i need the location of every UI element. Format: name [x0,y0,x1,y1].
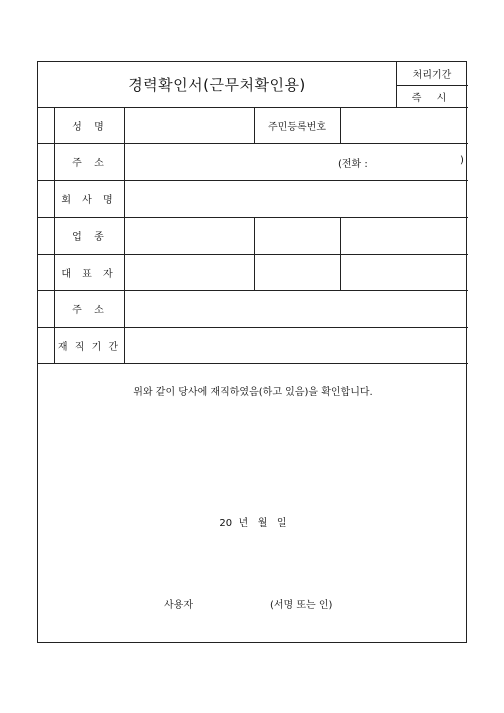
signature-label: (서명 또는 인) [270,600,333,611]
ceo-extra-field-2[interactable] [340,254,468,290]
employer-label: 사용자 [164,600,193,611]
address-label: 주 소 [72,158,106,169]
employment-period-label: 재 직 기 간 [57,341,121,353]
form-title: 경력확인서(근무처확인용) [128,76,306,94]
processing-period-value: 즉 시 [411,92,453,104]
company-name-field[interactable] [124,180,468,217]
company-address-field[interactable] [124,290,468,327]
resident-number-label: 주민등록번호 [268,121,326,133]
phone-close: ) [460,155,464,166]
business-type-field[interactable] [124,217,254,254]
name-field[interactable] [124,107,254,143]
ceo-label: 대 표 자 [61,268,117,280]
processing-period-label: 처리기간 [412,70,452,81]
certificate-form [37,61,467,643]
date-line: 20 년 월 일 [219,518,287,529]
address-field[interactable] [124,143,468,180]
company-name-label: 회 사 명 [61,195,117,206]
business-extra-field-2[interactable] [340,217,468,254]
divider [38,363,468,364]
phone-label: (전화 : [338,159,368,170]
business-type-label: 업 종 [72,232,106,243]
confirmation-statement: 위와 같이 당사에 재직하였음(하고 있음)을 확인합니다. [133,387,373,398]
employment-period-field[interactable] [124,327,468,363]
ceo-extra-field[interactable] [254,254,340,290]
ceo-field[interactable] [124,254,254,290]
business-extra-field[interactable] [254,217,340,254]
name-label: 성 명 [72,121,106,133]
company-address-label: 주 소 [72,305,106,316]
resident-number-field[interactable] [340,107,468,143]
